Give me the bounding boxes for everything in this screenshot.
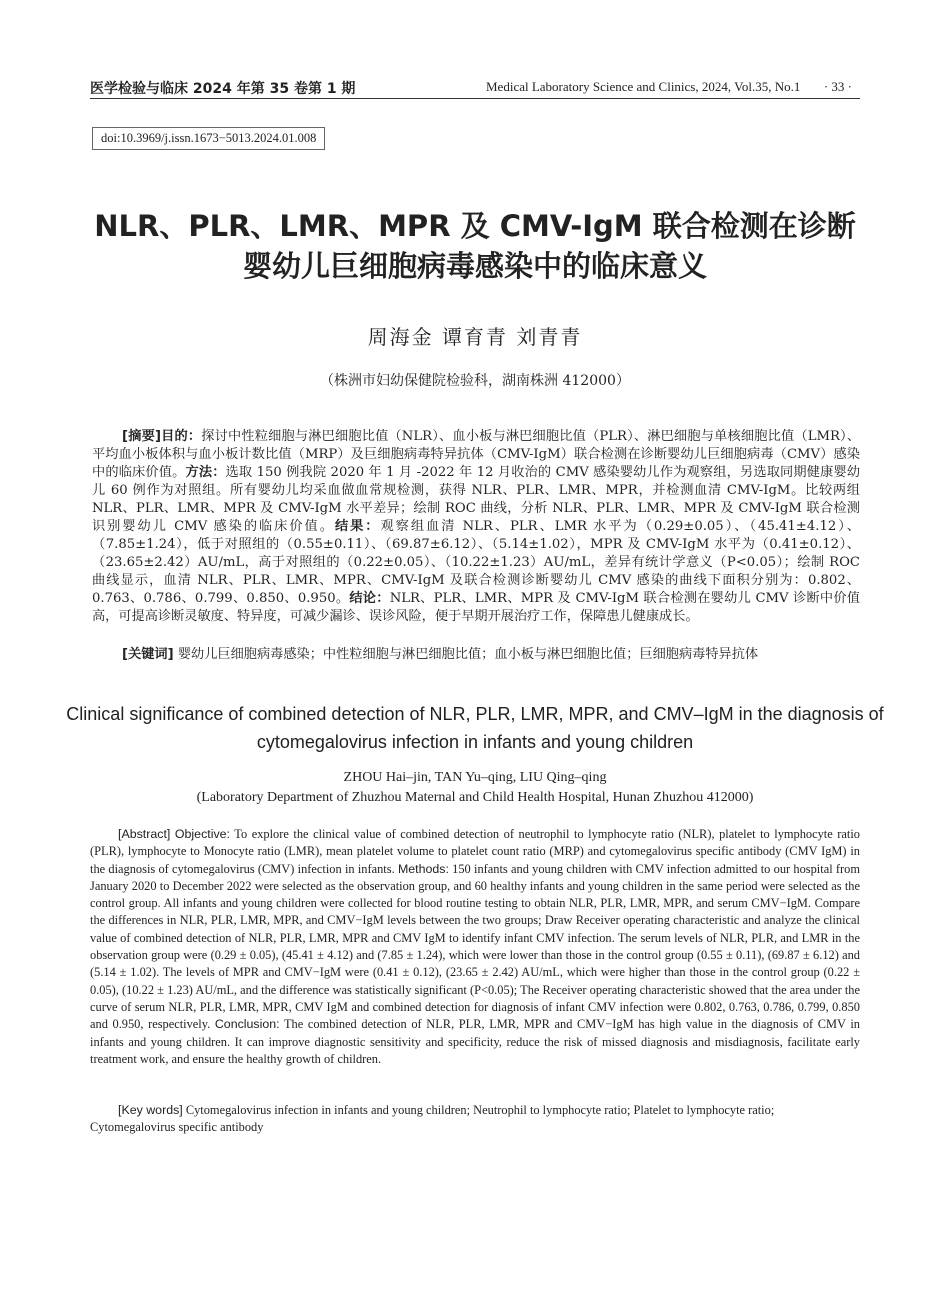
abstract-zh <box>92 428 860 626</box>
keywords-en-text: Cytomegalovirus infection in infants and young children; Neutrophil to lymphocyte ratio; Platelet to lymphocyte ratio; Cytomegalovirus specific antibody <box>90 1103 775 1135</box>
conclusion-zh-label: 结论： <box>349 591 390 606</box>
methods-en-text: 150 infants and young children with CMV infection admitted to our hospital from January 2020 to December 2022 were selected as the observation group, and 60 healthy infants and young children in the same period were selected as the control group. All infants and young children were collected for blood routine testing to obtain NLR, PLR, LMR, MPR, and serum CMV−IgM. Compare the differences in NLR, PLR, LMR, MPR, and CMV−IgM levels between the two groups; Draw Receiver operating characteristic and analyze the clinical value of combined detection of NLR, PLR, LMR, MPR and CMV IgM to identify infant CMV infection. The serum levels of NLR, PLR, and LMR in the observation group were (0.29 ± 0.05), (45.41 ± 4.12) and (7.85 ± 1.24), which were lower than those in the control group (0.55 ± 0.11), (69.87 ± 6.12) and (5.14 ± 1.02). The levels of MPR and CMV−IgM were (0.41 ± 0.12), (23.65 ± 2.42) AU/mL, which were higher than those in the control group (0.22 ± 0.05), (10.22 ± 1.23) AU/mL, and the difference was statistically significant (P<0.05); The Receiver operating characteristic showed that the area under the curve of serum NLR, PLR, LMR, MPR, CMV IgM and combined detection for diagnosis of infant CMV infection were 0.802, 0.763, 0.786, 0.799, 0.850 and 0.950, respectively. <box>90 861 860 1032</box>
objective-zh-text: 探讨中性粒细胞与淋巴细胞比值（NLR）、血小板与淋巴细胞比值（PLR）、淋巴细胞与单核细胞比值（LMR）、平均血小板体积与血小板计数比值（MRP）及巨细胞病毒特异抗体（CMV-IgM）联合检测在诊断婴幼儿巨细胞病毒（CMV）感染中的临床价值。 <box>92 429 861 480</box>
authors-en: ZHOU Hai–jin, TAN Yu–qing, LIU Qing–qing <box>343 770 607 785</box>
conclusion-en-text: The combined detection of NLR, PLR, LMR, MPR and CMV−IgM has high value in the diagnosis of CMV in infants and young children. It can improve diagnostic sensitivity and specificity, reduce the risk of missed diagnosis and misdiagnosis, facilitate early treatment work, and ensure the healthy growth of children. <box>90 1017 860 1066</box>
keywords-zh <box>122 646 862 664</box>
conclusion-zh-text: NLR、PLR、LMR、MPR 及 CMV-IgM 联合检测在婴幼儿 CMV 诊断中价值高，可提高诊断灵敏度、特异度，可减少漏诊、误诊风险，便于早期开展治疗工作，保障患儿健康成长。 <box>92 591 861 624</box>
methods-zh-label: 方法： <box>185 465 226 480</box>
affiliation-en: (Laboratory Department of Zhuzhou Maternal and Child Health Hospital, Hunan Zhuzhou 412000) <box>196 790 754 805</box>
results-zh-label: 结果： <box>334 519 381 534</box>
methods-en-label: Methods: <box>397 861 449 876</box>
doi-box[interactable]: doi:10.3969/j.issn.1673−5013.2024.01.008 <box>92 127 325 150</box>
methods-zh-text: 选取 150 例我院 2020 年 1 月 -2022 年 12 月收治的 CMV 感染婴幼儿作为观察组，另选取同期健康婴幼儿 60 例作为对照组。所有婴幼儿均采血做血常规检测，获得 NLR、PLR、LMR、MPR，并检测血清 CMV-IgM。比较两组 NLR、PLR、LMR、MPR 及 CMV-IgM 水平差异；绘制 ROC 曲线，分析 NLR、PLR、LMR、MPR 及 CMV-IgM 联合检测识别婴幼儿 CMV 感染的临床价值。 <box>92 465 861 534</box>
journal-header-en: Medical Laboratory Science and Clinics, 2024, Vol.35, No.1 <box>486 79 801 94</box>
keywords-zh-text: 婴幼儿巨细胞病毒感染；中性粒细胞与淋巴细胞比值；血小板与淋巴细胞比值；巨细胞病毒特异抗体 <box>177 647 759 662</box>
results-zh-text: 观察组血清 NLR、PLR、LMR 水平为（0.29±0.05）、（45.41±4.12）、（7.85±1.24），低于对照组的（0.55±0.11）、（69.87±6.12）、（5.14±1.02），MPR 及 CMV-IgM 水平为（0.41±0.12）、（23.65±2.42）AU/mL，高于对照组的（0.22±0.05）、（10.22±1.23）AU/mL，差异有统计学意义（P<0.05）；绘制 ROC 曲线显示，血清 NLR、PLR、LMR、MPR、CMV-IgM 及联合检测诊断婴幼儿 CMV 感染的曲线下面积分别为：0.802、0.763、0.786、0.799、0.850、0.950。 <box>92 519 860 606</box>
abstract-en <box>90 826 860 1068</box>
objective-en-label: Objective: <box>174 827 230 841</box>
keywords-zh-label: [关键词] <box>122 647 174 662</box>
journal-header-zh: 医学检验与临床 2024 年第 35 卷第 1 期 <box>90 81 356 97</box>
page-number: · 33 · <box>823 79 852 94</box>
title-zh-line1: NLR、PLR、LMR、MPR 及 CMV-IgM 联合检测在诊断 <box>94 209 856 243</box>
keywords-en-label: [Key words] <box>118 1103 183 1117</box>
abstract-en-label: [Abstract] <box>118 827 171 841</box>
conclusion-en-label: Conclusion: <box>214 1017 280 1032</box>
title-en: Clinical significance of combined detection of NLR, PLR, LMR, MPR, and CMV–IgM in the diagnosis of cytomegalovirus infection in infants and young children <box>66 704 884 752</box>
objective-zh-label: 目的： <box>160 429 202 444</box>
affiliation-zh: （株洲市妇幼保健院检验科，湖南株洲 412000） <box>320 373 630 389</box>
authors-zh: 周海金 谭育青 刘青青 <box>367 325 583 349</box>
objective-en-text: To explore the clinical value of combined detection of neutrophil to lymphocyte ratio (NLR), platelet to lymphocyte ratio (PLR), lymphocyte to Monocyte ratio (LMR), mean platelet volume to platelet count ratio (MRP) and cytomegalovirus specific antibody (CMV IgM) in the diagnosis of cytomegalovirus (CMV) infection in infants. <box>90 827 860 876</box>
title-zh-line2: 婴幼儿巨细胞病毒感染中的临床意义 <box>242 249 707 283</box>
journal-header <box>90 78 860 99</box>
abstract-zh-label: [摘要] <box>122 429 161 444</box>
keywords-en <box>90 1102 860 1137</box>
